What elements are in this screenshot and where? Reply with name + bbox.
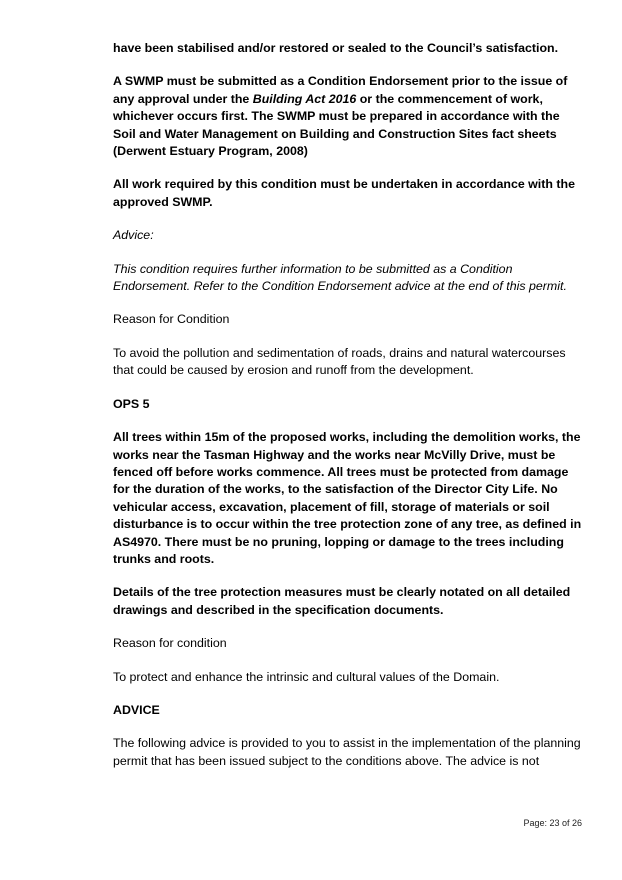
reason-text-2: To protect and enhance the intrinsic and cultural values of the Domain. [113,669,500,684]
reason-text: To avoid the pollution and sedimentation of roads, drains and natural watercourses that could be caused by erosion and runoff from the development. [113,345,566,378]
swmp-text-start: A SWMP must be submitted as a Condition Endorsement prior to the issue of any approval under the [113,74,568,106]
building-act-reference: Building Act 2016 [252,91,357,106]
paragraph-swmp-requirement [113,73,583,160]
paragraph-approved-swmp: All work required by this condition must be undertaken in accordance with the approved SWMP. [113,177,575,209]
advice-text: This condition requires further information to be submitted as a Condition Endorsement. Refer to the Condition Endorsement advice at the end of this permit. [113,261,567,294]
paragraph-stabilised: have been stabilised and/or restored or sealed to the Council’s satisfaction. [113,41,559,55]
reason-label: Reason for Condition [113,312,230,327]
reason-label-2: Reason for condition [113,636,227,651]
page-number: Page: 23 of 26 [523,818,582,828]
advice-intro: The following advice is provided to you to assist in the implementation of the planning permit that has been issued subject to the conditions above. The advice is not [113,736,581,768]
document-page [113,40,583,770]
ops5-details: Details of the tree protection measures must be clearly notated on all detailed drawings and described in the specification documents. [113,585,571,617]
swmp-text-end: or the commencement of work, whichever occurs first. The SWMP must be prepared in accordance with the Soil and Water Management on Building and Construction Sites fact sheets (Derwent Estuary Program, 2008) [113,91,560,159]
ops5-heading: OPS 5 [113,396,150,411]
advice-label: Advice: [113,228,154,243]
advice-heading: ADVICE [113,702,160,717]
ops5-tree-protection: All trees within 15m of the proposed works, including the demolition works, the works near the Tasman Highway and the works near McVilly Drive, must be fenced off before works commence. All trees must be protected from damage for the duration of the works, to the satisfaction of the Director City Life. No vehicular access, excavation, placement of fill, storage of materials or soil disturbance is to occur within the tree protection zone of any tree, as defined in AS4970. There must be no pruning, lopping or damage to the trees including trunks and roots. [113,430,582,566]
